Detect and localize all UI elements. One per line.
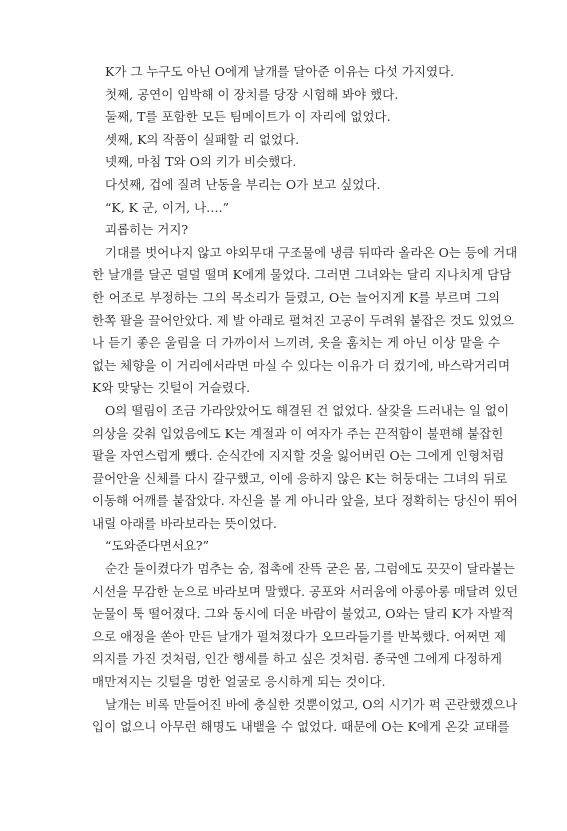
text-line: “도와준다면서요?”: [105, 538, 210, 554]
text-line: 날개는 비록 만들어진 바에 충실한 것뿐이었고, O의 시기가 퍽 곤란했겠으나: [105, 696, 518, 712]
text-line: “K, K 군, 이거, 나….”: [105, 199, 230, 215]
text-line: 내릴 아래를 바라보라는 뜻이었다.: [92, 515, 277, 531]
text-line: 첫째, 공연이 임박해 이 장치를 당장 시험해 봐야 했다.: [105, 86, 399, 102]
text-line: 의상을 갖춰 입었음에도 K는 계절과 이 여자가 주는 끈적함이 불편해 붙잡힌: [92, 425, 504, 441]
text-line: 넷째, 마침 T와 O의 키가 비슷했다.: [105, 154, 297, 170]
text-line: K와 맞닿는 깃털이 거슬렸다.: [92, 380, 251, 396]
text-line: 나 듣기 좋은 울림을 더 가까이서 느끼려, 옷을 훔치는 게 아닌 이상 맡을 수: [92, 335, 500, 351]
text-line: 다섯째, 겁에 질려 난동을 부리는 O가 보고 싶었다.: [105, 176, 381, 192]
text-line: 매만져지는 깃털을 멍한 얼굴로 응시하게 되는 것이다.: [92, 674, 386, 690]
text-line: K가 그 누구도 아닌 O에게 날개를 달아준 이유는 다섯 가지였다.: [105, 64, 455, 79]
text-line: 괴롭히는 거지?: [105, 222, 189, 238]
text-line: 순간 들이켰다가 멈추는 숨, 접촉에 잔뜩 굳은 몸, 그럼에도 끗끗이 달라붙는: [105, 561, 515, 577]
text-line: 이동해 어깨를 붙잡았다. 자신을 볼 게 아니라 앞을, 보다 정확히는 당신이 뛰어: [92, 493, 518, 509]
text-line: O의 떨림이 조금 가라앉았어도 해결된 건 없었다. 살갗을 드러내는 일 없이: [105, 402, 510, 418]
text-line: 팔을 자연스럽게 뺐다. 순식간에 지지할 것을 잃어버린 O는 그에게 인형처럼: [92, 448, 505, 464]
text-line: 시선을 무감한 눈으로 바라보며 말했다. 공포와 서러움에 아롱아롱 매달려 있던: [92, 583, 519, 599]
body-text: [92, 61, 519, 739]
text-line: 둘째, T를 포함한 모든 팀메이트가 이 자리에 없었다.: [105, 109, 391, 125]
text-line: 기대를 벗어나지 않고 야외무대 구조물에 냉큼 뒤따라 올라온 O는 등에 거대: [105, 244, 518, 260]
text-line: 으로 애정을 쏟아 만든 날개가 펄쳐졌다가 오므라들기를 반복했다. 어쩌면 제: [92, 628, 507, 644]
text-line: 의지를 가진 것처럼, 인간 행세를 하고 싶은 것처럼. 종국엔 그에게 다정하게: [92, 651, 502, 667]
text-line: 끌어안을 신체를 다시 갈구했고, 이에 응하지 않은 K는 허둥대는 그녀의 뒤로: [92, 470, 508, 486]
text-line: 한 어조로 부정하는 그의 목소리가 들렸고, O는 늘어지게 K를 부르며 그의: [92, 289, 500, 305]
text-line: 눈물이 툭 떨어졌다. 그와 동시에 더운 바람이 불었고, O와는 달리 K가 자발적: [92, 606, 514, 622]
text-line: 입이 없으니 아무런 해명도 내뱉을 수 없었다. 때문에 O는 K에게 온갖 교태를: [92, 719, 510, 735]
text-line: 셋째, K의 작품이 실패할 리 없었다.: [105, 131, 300, 147]
text-line: 없는 체향을 이 거리에서라면 마실 수 있다는 이유가 더 컸기에, 바스락거리며: [92, 357, 511, 373]
text-line: 한 날개를 달곤 덜덜 떨며 K에게 물었다. 그러면 그녀와는 달리 지나치게 담담: [92, 267, 512, 283]
text-line: 한쪽 팔을 끌어안았다. 제 발 아래로 펼쳐진 고공이 두려워 붙잡은 것도 있었으: [92, 312, 515, 328]
